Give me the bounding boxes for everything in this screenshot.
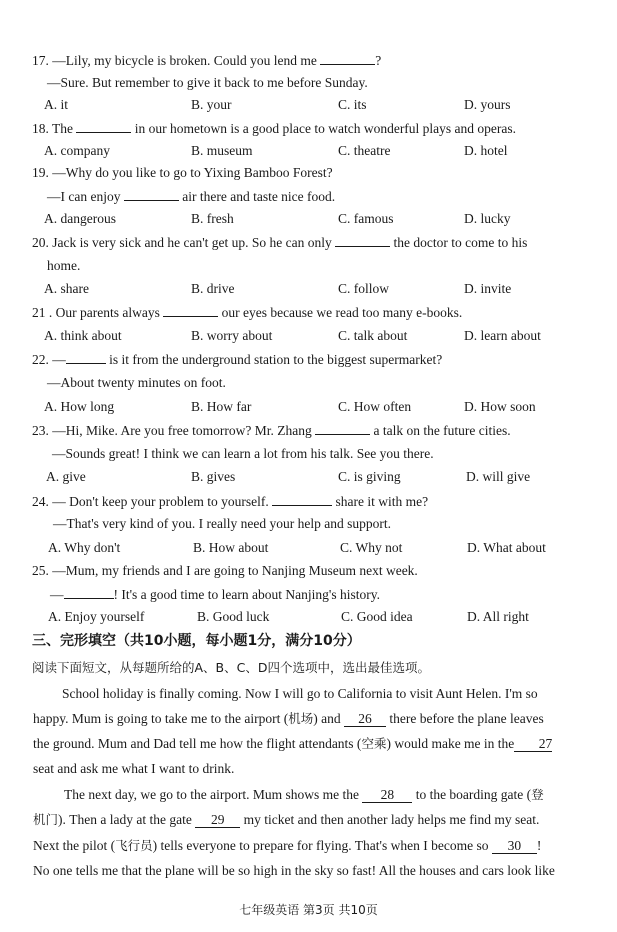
q22-option-b: B. How far <box>191 399 252 414</box>
q24-option-c: C. Why not <box>340 540 403 555</box>
q20-option-a: A. share <box>44 281 89 296</box>
q23-option-b: B. gives <box>191 469 236 484</box>
q22-text-end: is it from the underground station to the biggest supermarket? <box>109 352 443 367</box>
q25-response <box>50 585 380 604</box>
q23-text: 23. —Hi, Mike. Are you free tomorrow? Mr. Zhang <box>32 423 312 438</box>
answer-blank <box>335 233 390 247</box>
q17-text: 17. —Lily, my bicycle is broken. Could you lend me <box>32 53 317 68</box>
q17-option-b: B. your <box>191 97 232 112</box>
q23-option-d: D. will give <box>466 469 531 484</box>
passage-chinese: 机场 <box>288 711 314 726</box>
q18-text-end: in our hometown is a good place to watch wonderful plays and operas. <box>134 121 517 136</box>
q23-text-end: a talk on the future cities. <box>373 423 511 438</box>
question-20 <box>32 233 527 252</box>
q22-option-c: C. How often <box>338 399 412 414</box>
passage-line <box>33 811 539 829</box>
section-heading: 三、完形填空（共10小题，每小题1分，满分10分） <box>32 633 361 649</box>
q19-option-c: C. famous <box>338 211 394 226</box>
q25-option-b: B. Good luck <box>197 609 270 624</box>
passage-chinese: 登 <box>531 787 544 802</box>
q25-option-d: D. All right <box>467 609 529 624</box>
q20-text-end: the doctor to come to his <box>393 235 528 250</box>
question-19: 19. —Why do you like to go to Yixing Bamboo Forest? <box>32 165 333 180</box>
q20-option-b: B. drive <box>191 281 235 296</box>
passage-line <box>33 837 541 855</box>
q25-text-end: ! It's a good time to learn about Nanjing's history. <box>113 587 380 602</box>
q18-option-a: A. company <box>44 143 110 158</box>
answer-blank <box>66 350 106 364</box>
q22-option-d: D. How soon <box>464 399 536 414</box>
q17-text-end: ? <box>375 53 382 68</box>
question-23 <box>32 421 511 440</box>
q19-option-b: B. fresh <box>191 211 234 226</box>
question-24 <box>32 492 428 511</box>
question-21 <box>32 303 462 322</box>
q18-text: 18. The <box>32 121 73 136</box>
answer-blank <box>76 119 131 133</box>
section-instruction: 阅读下面短文，从每题所给的A、B、C、D四个选项中，选出最佳选项。 <box>32 660 430 675</box>
answer-blank <box>163 303 218 317</box>
passage-chinese: 空乘 <box>361 736 387 751</box>
answer-blank <box>64 585 114 599</box>
q24-response: —That's very kind of you. I really need your help and support. <box>53 516 391 531</box>
q19-option-d: D. lucky <box>464 211 511 226</box>
passage-text: The next day, we go to the airport. Mum shows me the <box>64 787 359 802</box>
q24-option-b: B. How about <box>193 540 269 555</box>
passage-text: ! <box>536 838 542 853</box>
question-18 <box>32 119 516 138</box>
q20-option-c: C. follow <box>338 281 390 296</box>
q22-response: —About twenty minutes on foot. <box>47 375 226 390</box>
q21-text-end: our eyes because we read too many e-books. <box>221 305 463 320</box>
page-footer: 七年级英语 第3页 共10页 <box>239 903 378 917</box>
q18-option-b: B. museum <box>191 143 253 158</box>
passage-text: there before the plane leaves <box>389 711 544 726</box>
q17-response: —Sure. But remember to give it back to me before Sunday. <box>47 75 368 90</box>
passage-line <box>33 735 552 753</box>
passage-text: ) and <box>313 711 341 726</box>
q21-option-d: D. learn about <box>464 328 541 343</box>
passage-text: to the boarding gate ( <box>415 787 532 802</box>
q23-option-a: A. give <box>46 469 86 484</box>
q22-text: 22. — <box>32 352 66 367</box>
passage-line <box>64 786 544 804</box>
passage-text: the ground. Mum and Dad tell me how the flight attendants ( <box>33 736 362 751</box>
passage-line: School holiday is finally coming. Now I will go to California to visit Aunt Helen. I'm so <box>62 686 538 701</box>
answer-blank <box>315 421 370 435</box>
q17-option-d: D. yours <box>464 97 511 112</box>
cloze-blank-30: 30 <box>492 838 537 854</box>
passage-chinese: 机门 <box>33 812 59 827</box>
question-25: 25. —Mum, my friends and I are going to Nanjing Museum next week. <box>32 563 418 578</box>
q19-response <box>47 187 335 206</box>
cloze-blank-26: 26 <box>344 711 386 727</box>
passage-text: ) tells everyone to prepare for flying. That's when I become so <box>152 838 489 853</box>
cloze-blank-29: 29 <box>195 812 240 828</box>
q25-option-a: A. Enjoy yourself <box>48 609 145 624</box>
q21-option-c: C. talk about <box>338 328 408 343</box>
q19-option-a: A. dangerous <box>44 211 116 226</box>
q21-option-a: A. think about <box>44 328 122 343</box>
q18-option-d: D. hotel <box>464 143 508 158</box>
passage-text: Next the pilot ( <box>33 838 116 853</box>
q20-text: 20. Jack is very sick and he can't get up. So he can only <box>32 235 332 250</box>
q20-option-d: D. invite <box>464 281 512 296</box>
q24-text: 24. — Don't keep your problem to yourself. <box>32 494 269 509</box>
q23-option-c: C. is giving <box>338 469 401 484</box>
answer-blank <box>320 51 375 65</box>
q25-text: — <box>50 587 64 602</box>
question-17 <box>32 51 381 70</box>
q19-text: —I can enjoy <box>47 189 121 204</box>
q23-response: —Sounds great! I think we can learn a lot from his talk. See you there. <box>52 446 434 461</box>
passage-text: my ticket and then another lady helps me find my seat. <box>243 812 540 827</box>
q17-option-a: A. it <box>44 97 69 112</box>
passage-line <box>33 710 544 728</box>
q25-option-c: C. Good idea <box>341 609 413 624</box>
q22-option-a: A. How long <box>44 399 115 414</box>
q21-option-b: B. worry about <box>191 328 273 343</box>
cloze-blank-27: 27 <box>514 736 552 752</box>
q20-text-cont: home. <box>47 258 81 273</box>
passage-line: seat and ask me what I want to drink. <box>33 761 235 776</box>
passage-text: ) would make me in the <box>386 736 515 751</box>
passage-line: No one tells me that the plane will be so high in the sky so fast! All the houses and cars look like <box>33 863 555 878</box>
q24-option-d: D. What about <box>467 540 546 555</box>
answer-blank <box>272 492 332 506</box>
cloze-blank-28: 28 <box>362 787 412 803</box>
q18-option-c: C. theatre <box>338 143 391 158</box>
passage-text: happy. Mum is going to take me to the airport ( <box>33 711 289 726</box>
q17-option-c: C. its <box>338 97 367 112</box>
question-22 <box>32 350 442 369</box>
q24-text-end: share it with me? <box>335 494 429 509</box>
q19-text-end: air there and taste nice food. <box>182 189 336 204</box>
q21-text: 21 . Our parents always <box>32 305 160 320</box>
answer-blank <box>124 187 179 201</box>
q24-option-a: A. Why don't <box>48 540 121 555</box>
passage-text: ). Then a lady at the gate <box>58 812 192 827</box>
passage-chinese: 飞行员 <box>115 838 153 853</box>
